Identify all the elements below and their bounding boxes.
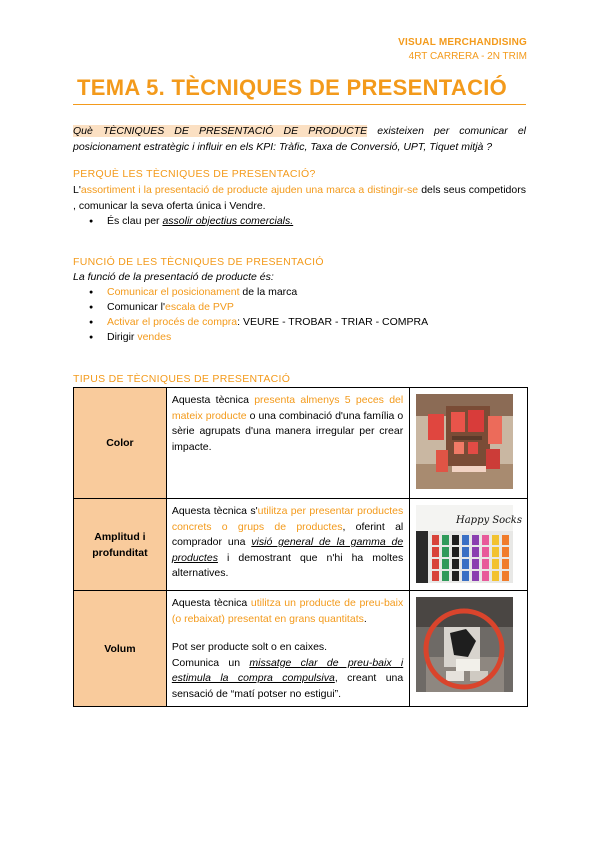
table-row-amplitud: [74, 499, 528, 591]
table-row-color: [74, 388, 528, 499]
sock-pair: [432, 535, 439, 545]
vol-p3c: , creant una sensació de “matí potser no estigui”.: [171, 672, 404, 700]
function-heading: FUNCIÓ DE LES TÈCNIQUES DE PRESENTACIÓ: [73, 256, 324, 268]
types-heading: TIPUS DE TÈCNIQUES DE PRESENTACIÓ: [73, 373, 291, 385]
function-b4-orange: vendes: [137, 331, 172, 343]
intro-question: [73, 123, 526, 155]
amp-t1: Aquesta tècnica s': [171, 505, 258, 517]
color-t3: o una combinació d'una família o sèrie agrupats d'una manera irregular per crear impacte.: [171, 409, 404, 453]
amp-t5: i demostrant que n'hi ha moltes alternatives.: [171, 551, 404, 579]
sock-pair: [442, 559, 449, 569]
function-bullet-1: [73, 285, 526, 300]
sock-pair: [452, 547, 459, 557]
function-section: [73, 269, 526, 345]
vol-p3b: missatge clar de preu-baix i estimula la compra compulsiva: [171, 656, 404, 684]
why-p-orange: assortiment i la presentació de producte ajuden una marca a distingir-se: [80, 184, 419, 196]
store-sign-text: Happy Socks: [456, 515, 523, 526]
sock-pair: [432, 571, 439, 581]
sock-pair: [482, 559, 489, 569]
sock-pair: [502, 559, 509, 569]
term-label: 4RT CARRERA - 2N TRIM: [408, 51, 527, 62]
row-image-amplitud: [410, 499, 528, 591]
vol-t2: utilitza un producte de preu-baix (o rebaixat) presentat en grans quantitats: [171, 597, 404, 625]
function-b3-rest: : VEURE - TROBAR - TRIAR - COMPRA: [237, 316, 429, 328]
sock-pair: [432, 547, 439, 557]
row-text-color: [166, 388, 409, 499]
sock-pair: [502, 571, 509, 581]
sock-pair: [482, 535, 489, 545]
page-title: TEMA 5. TÈCNIQUES DE PRESENTACIÓ: [77, 75, 508, 100]
row-text-amplitud: [166, 499, 409, 591]
course-name: VISUAL MERCHANDISING: [398, 37, 527, 48]
sock-pair: [472, 571, 479, 581]
sock-pair: [482, 547, 489, 557]
sock-pair: [452, 559, 459, 569]
sock-pair: [432, 559, 439, 569]
color-display-photo: [416, 394, 513, 489]
sock-pair: [492, 571, 499, 581]
sock-pair: [462, 535, 469, 545]
function-b2-orange: escala de PVP: [165, 301, 234, 313]
why-bullet-link: assolir objectius comercials.: [162, 215, 294, 227]
why-heading: PERQUÈ LES TÈCNIQUES DE PRESENTACIÓ?: [73, 168, 316, 180]
color-t2: presenta almenys 5 peces del mateix producte: [171, 394, 404, 422]
table-row-volum: [74, 591, 528, 707]
function-bullet-4: [73, 330, 526, 345]
function-b4-start: Dirigir: [107, 331, 138, 343]
sock-pair: [492, 547, 499, 557]
sock-pair: [482, 571, 489, 581]
row-text-volum: [166, 591, 409, 707]
why-p-start: L': [73, 184, 81, 196]
vol-p2: Pot ser producte solt o en caixes.: [171, 641, 328, 653]
function-b2-start: Comunicar l': [107, 301, 166, 313]
sock-pair: [472, 559, 479, 569]
amp-t4: visió general de la gamma de productes: [171, 536, 404, 564]
row-label-amplitud: Amplitud i profunditat: [74, 499, 167, 591]
sock-pair: [502, 547, 509, 557]
vol-t1: Aquesta tècnica: [171, 597, 251, 609]
why-bullet: [73, 214, 526, 229]
why-bullet-prefix: És clau per: [107, 215, 163, 227]
amp-t3: , oferint al comprador una: [171, 520, 404, 548]
sock-pair: [462, 559, 469, 569]
sock-pair: [502, 535, 509, 545]
row-image-volum: [410, 591, 528, 707]
socks-wall-photo: [416, 505, 523, 583]
function-b1-rest: de la marca: [239, 286, 298, 298]
sock-pair: [492, 535, 499, 545]
sock-pair: [472, 547, 479, 557]
vol-p3a: Comunica un: [171, 656, 250, 669]
row-label-volum: Volum: [74, 591, 167, 707]
row-image-color: [410, 388, 528, 499]
why-section: [73, 182, 526, 229]
why-paragraph: [73, 182, 526, 214]
function-bullet-2: [73, 300, 526, 315]
sock-pair: [472, 535, 479, 545]
bulk-display-photo: [416, 597, 513, 692]
sock-pair: [492, 559, 499, 569]
color-t1: Aquesta tècnica: [171, 394, 255, 406]
techniques-table: [73, 387, 528, 707]
sock-pair: [452, 571, 459, 581]
function-bullet-3: [73, 315, 526, 330]
why-p-end: dels seus competidors , comunicar la seva oferta única i Vendre.: [73, 184, 526, 212]
amp-t2: utilitza per presentar productes concrets o grups de productes: [171, 505, 404, 533]
sock-pair: [442, 547, 449, 557]
sock-pair: [442, 571, 449, 581]
function-b1-orange: Comunicar el posicionament: [107, 286, 240, 298]
function-subtitle: La funció de la presentació de producte és:: [73, 271, 274, 283]
sock-pair: [462, 571, 469, 581]
sock-pair: [462, 547, 469, 557]
title-divider: [73, 104, 526, 105]
vol-t3: .: [363, 612, 367, 625]
intro-highlight: Què TÈCNIQUES DE PRESENTACIÓ DE PRODUCTE: [73, 125, 368, 137]
sock-pair: [452, 535, 459, 545]
intro-rest: existeixen per comunicar el posicionament estratègic i influir en els KPI: Tràfic, Taxa de Conversió, UPT, Tiquet mitjà ?: [73, 125, 527, 153]
row-label-color: Color: [74, 388, 167, 499]
sock-pair: [442, 535, 449, 545]
function-b3-orange: Activar el procés de compra: [107, 316, 238, 328]
